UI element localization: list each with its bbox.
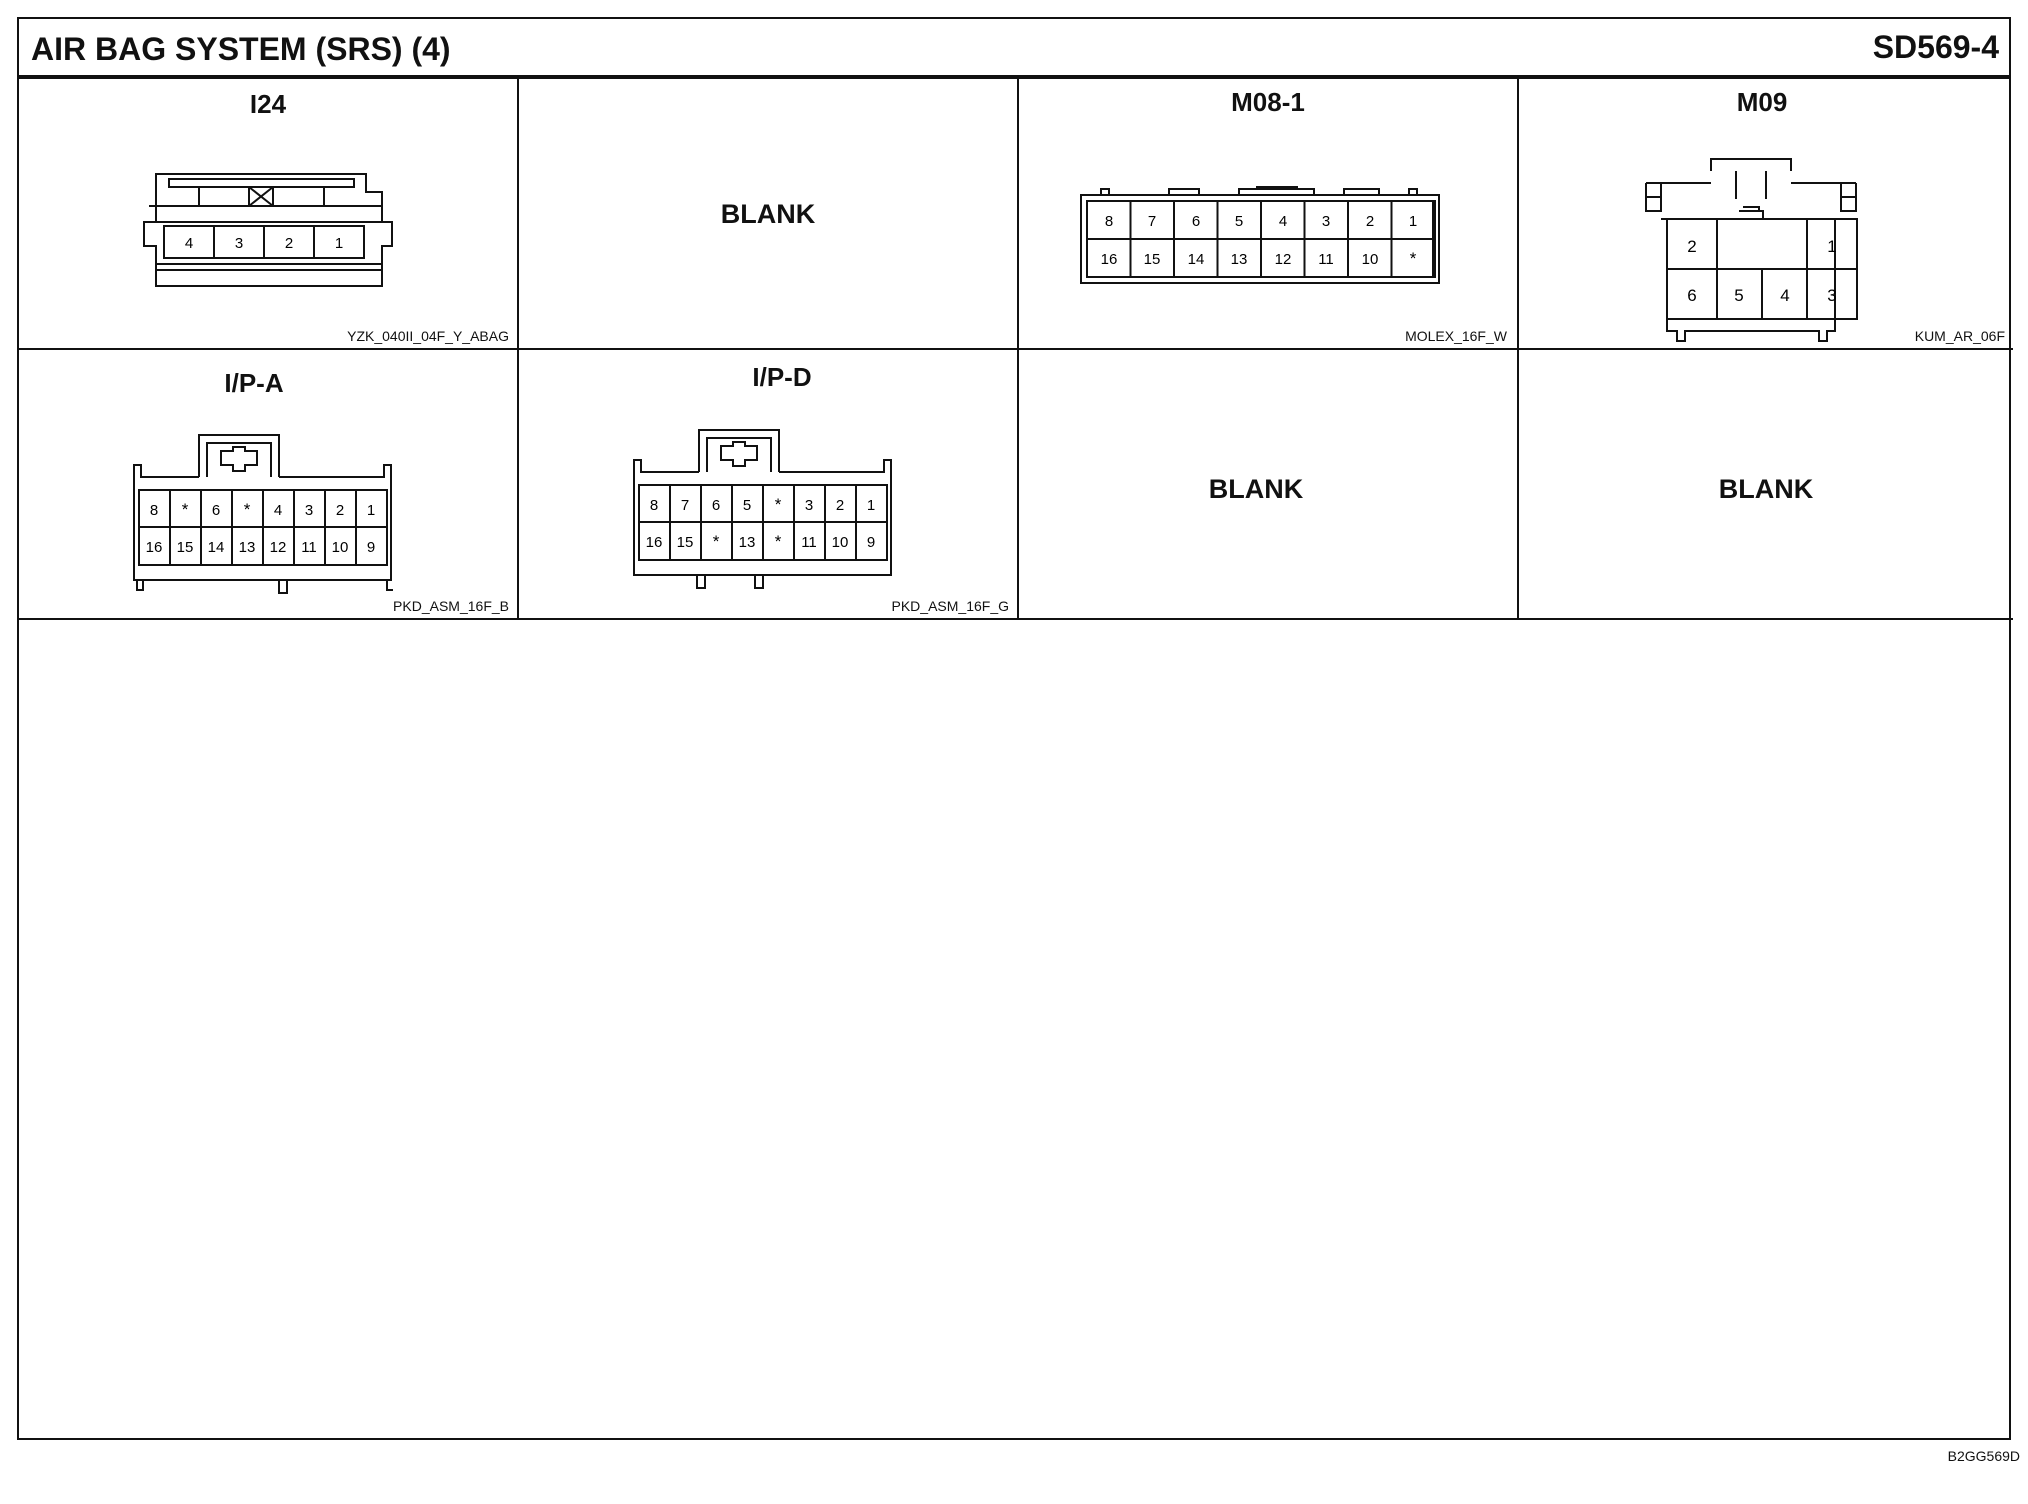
connector-i24-drawing xyxy=(139,174,419,294)
pin: 15 xyxy=(1143,251,1161,268)
pin: 4 xyxy=(1278,213,1288,230)
pin: 2 xyxy=(1687,237,1697,256)
pin: 3 xyxy=(234,235,244,252)
blank-label: BLANK xyxy=(720,199,816,229)
pin-grid xyxy=(1087,201,1435,277)
blank-label: BLANK xyxy=(1208,474,1304,504)
pin: 4 xyxy=(184,235,194,252)
pin: 3 xyxy=(804,497,814,514)
blank-cell xyxy=(519,79,1019,350)
pin: 6 xyxy=(1191,213,1201,230)
connector-m08-1-drawing xyxy=(1079,187,1459,297)
connector-ip-a-drawing xyxy=(129,435,429,610)
connector-name: M08-1 xyxy=(1231,87,1305,117)
pin: 2 xyxy=(835,497,845,514)
pin: 3 xyxy=(1827,286,1837,305)
pin: 5 xyxy=(1234,213,1244,230)
pin: 10 xyxy=(331,539,349,556)
pin: 13 xyxy=(238,539,256,556)
connector-part-number: PKD_ASM_16F_G xyxy=(891,598,1009,614)
pin: * xyxy=(181,500,189,519)
connector-cell-ip-a xyxy=(19,350,519,620)
connector-name: I/P-D xyxy=(752,362,812,392)
connector-name: I/P-A xyxy=(224,368,284,398)
connector-part-number: MOLEX_16F_W xyxy=(1405,328,1507,344)
pin: 16 xyxy=(645,534,663,551)
blank-cell xyxy=(1019,350,1519,620)
pin-grid xyxy=(639,485,887,560)
pin: 15 xyxy=(176,539,194,556)
pin: 12 xyxy=(1274,251,1292,268)
pin: 7 xyxy=(680,497,690,514)
pin: 6 xyxy=(1687,286,1697,305)
pin: 11 xyxy=(1318,251,1334,268)
connector-cell-m09 xyxy=(1519,79,2013,350)
pin-grid xyxy=(164,226,364,258)
pin: 8 xyxy=(1104,213,1114,230)
pin: 5 xyxy=(742,497,752,514)
pin: 5 xyxy=(1734,286,1744,305)
pin: 6 xyxy=(211,502,221,519)
pin: 10 xyxy=(831,534,849,551)
pin: 9 xyxy=(866,534,876,551)
blank-label: BLANK xyxy=(1718,474,1814,504)
sheet-title: AIR BAG SYSTEM (SRS) (4) xyxy=(31,31,451,67)
pin: 10 xyxy=(1361,251,1379,268)
connector-cell-m08-1 xyxy=(1019,79,1519,350)
connector-part-number: PKD_ASM_16F_B xyxy=(393,598,509,614)
pin: 1 xyxy=(866,497,876,514)
pin: * xyxy=(774,495,782,514)
pin: 3 xyxy=(304,502,314,519)
connector-cell-i24 xyxy=(19,79,519,350)
pin: 8 xyxy=(149,502,159,519)
pin: 16 xyxy=(1100,251,1118,268)
pin: 1 xyxy=(334,235,344,252)
connector-part-number: YZK_040II_04F_Y_ABAG xyxy=(347,328,509,344)
pin: 4 xyxy=(1780,286,1790,305)
pin-grid xyxy=(1667,219,1857,319)
pin: 11 xyxy=(801,534,817,551)
connector-m09-drawing xyxy=(1641,149,1891,349)
connector-ip-d-drawing xyxy=(629,430,929,605)
pin: 7 xyxy=(1147,213,1157,230)
pin: 11 xyxy=(301,539,317,556)
pin: * xyxy=(1409,249,1417,268)
connector-name: M09 xyxy=(1736,87,1788,117)
pin: * xyxy=(243,500,251,519)
blank-cell xyxy=(1519,350,2013,620)
pin: 2 xyxy=(335,502,345,519)
pin: 1 xyxy=(1408,213,1418,230)
pin: 1 xyxy=(366,502,376,519)
pin: 13 xyxy=(1230,251,1248,268)
pin: 2 xyxy=(1365,213,1375,230)
pin: 3 xyxy=(1321,213,1331,230)
pin-grid xyxy=(139,490,387,565)
pin: * xyxy=(774,532,782,551)
pin: 13 xyxy=(738,534,756,551)
connector-cell-ip-d xyxy=(519,350,1019,620)
pin: 16 xyxy=(145,539,163,556)
pin: 2 xyxy=(284,235,294,252)
pin: * xyxy=(712,532,720,551)
pin: 6 xyxy=(711,497,721,514)
pin: 4 xyxy=(273,502,283,519)
pin: 9 xyxy=(366,539,376,556)
pin: 15 xyxy=(676,534,694,551)
pin: 14 xyxy=(207,539,225,556)
footer-code: B2GG569D xyxy=(1947,1448,2020,1464)
sheet-header xyxy=(19,19,2009,79)
pin: 12 xyxy=(269,539,287,556)
sheet-code: SD569-4 xyxy=(1872,29,1999,65)
pin: 1 xyxy=(1827,237,1837,256)
connector-name: I24 xyxy=(249,89,287,119)
connector-sheet xyxy=(17,17,2011,1440)
pin: 14 xyxy=(1187,251,1205,268)
pin: 8 xyxy=(649,497,659,514)
connector-part-number: KUM_AR_06F xyxy=(1914,328,2005,344)
